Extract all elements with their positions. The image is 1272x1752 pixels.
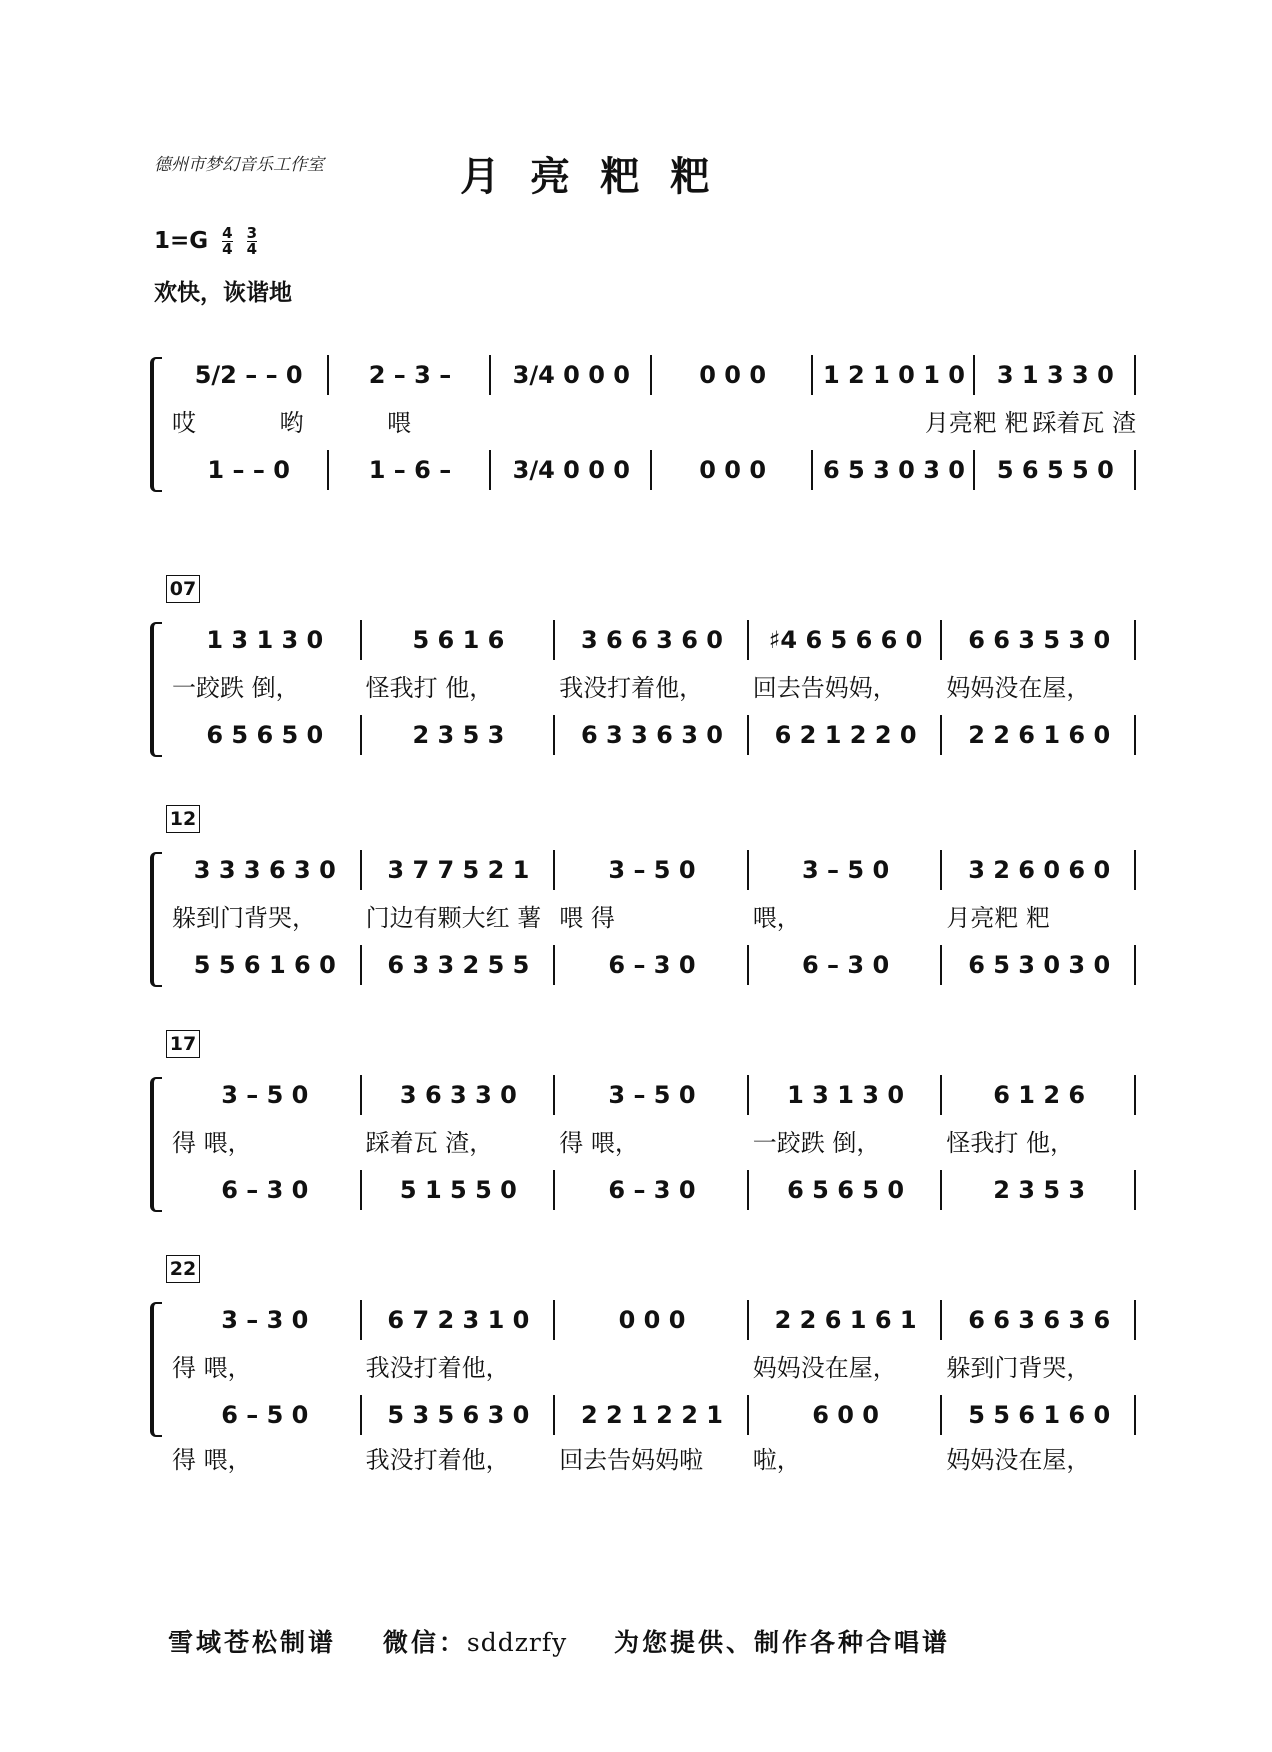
measure: 3 2 6 0 6 0 [944,850,1136,890]
measure: 3 – 5 0 [170,1075,362,1115]
measure: 3 – 5 0 [557,850,749,890]
score-system [150,1255,1138,1474]
lyric-text: 踩着瓦 渣， [365,1129,494,1157]
measure: 2 2 1 2 2 1 [557,1395,749,1435]
measure: 6 – 3 0 [557,945,749,985]
measure: 5 5 6 1 6 0 [944,1395,1136,1435]
lyric-text: 得 喂， [172,1354,252,1382]
lyric-text: 一跤跌 倒， [172,674,300,702]
lyric-text: 门边有颗大红 薯 [365,904,542,932]
time2-numerator: 3 [246,224,258,242]
upper-lyrics-row [172,898,1138,932]
lyric-text: 得 喂， [172,1129,252,1157]
system-brace [150,622,162,757]
lyric-text: 躲到门背哭， [172,904,316,932]
measure: 0 0 0 [654,450,813,490]
lyric-text: 妈妈没在屋， [946,674,1091,702]
score-system [150,355,1138,535]
score-system [150,805,1138,985]
measure: 3 6 3 3 0 [364,1075,556,1115]
measure: 6 1 2 6 [944,1075,1136,1115]
lyric-text: 我没打着他， [365,1446,510,1474]
upper-voice-row [170,1300,1138,1340]
lyric-text: 月亮粑 粑 [924,409,1029,437]
measure: 3 3 3 6 3 0 [170,850,362,890]
tempo-marking: 欢快，诙谐地 [154,280,292,306]
measure: 2 3 5 3 [364,715,556,755]
measure: 3 7 7 5 2 1 [364,850,556,890]
measure: 0 0 0 [654,355,813,395]
page-title: 月亮粑粑 [460,154,740,200]
system-brace [150,1077,162,1212]
system-number: 17 [166,1030,200,1058]
measure: 2 3 5 3 [944,1170,1136,1210]
measure: 1 3 1 3 0 [751,1075,943,1115]
measure: 6 7 2 3 1 0 [364,1300,556,1340]
measure: 3 1 3 3 0 [977,355,1136,395]
studio-name: 德州市梦幻音乐工作室 [154,155,324,175]
system-number: 07 [166,575,200,603]
lower-voice-row [170,1395,1138,1435]
lyric-text: 喂 得 [559,904,615,932]
lyric-text: 得 喂， [559,1129,639,1157]
upper-voice-row [170,850,1138,890]
measure: 6 2 1 2 2 0 [751,715,943,755]
lyric-text: 回去告妈妈， [752,674,897,702]
measure: 1 – 6 – [331,450,490,490]
measure: 5 1 5 5 0 [364,1170,556,1210]
time1-numerator: 4 [222,224,233,242]
system-brace [150,852,162,987]
key-signature [154,226,257,257]
measure: ♯4 6 5 6 6 0 [751,620,943,660]
lyric-text: 得 喂， [172,1446,252,1474]
measure: 2 2 6 1 6 1 [751,1300,943,1340]
measure: 6 6 3 6 3 6 [944,1300,1136,1340]
time2-denominator: 4 [246,240,258,258]
upper-lyrics-row [172,403,1138,437]
measure: 6 5 3 0 3 0 [944,945,1136,985]
key-label: 1=G [154,228,209,254]
measure: 5 3 5 6 3 0 [364,1395,556,1435]
measure: 3 6 6 3 6 0 [557,620,749,660]
measure: 5 5 6 1 6 0 [170,945,362,985]
time-signature-1 [222,226,232,257]
wechat-id: sddzrfy [466,1628,568,1657]
lyric-text: 躲到门背哭， [946,1354,1091,1382]
upper-lyrics-row [172,1348,1138,1382]
measure: 6 5 6 5 0 [170,715,362,755]
lyric-text: 妈妈没在屋， [946,1446,1091,1474]
lower-voice-row [170,1170,1138,1210]
lower-lyrics-row [172,1440,1138,1474]
upper-lyrics-row [172,668,1138,702]
lyric-text: 我没打着他， [559,674,704,702]
time1-denominator: 4 [222,240,233,258]
score-system [150,1030,1138,1210]
measure: 6 – 3 0 [170,1170,362,1210]
upper-voice-row [170,355,1138,395]
measure: 1 – – 0 [170,450,329,490]
upper-lyrics-row [172,1123,1138,1157]
measure: 6 5 3 0 3 0 [815,450,974,490]
time-signature-2 [247,226,257,257]
lower-voice-row [170,450,1138,490]
measure: 2 – 3 – [331,355,490,395]
lyric-text: 一跤跌 倒， [752,1129,881,1157]
measure: 6 0 0 [751,1395,943,1435]
lyric-text: 踩着瓦 渣 [1032,409,1137,437]
lyric-text: 哎 [172,409,196,437]
measure: 3/4 0 0 0 [493,355,652,395]
measure: 5 6 1 6 [364,620,556,660]
lyric-text: 怪我打 他， [946,1129,1075,1157]
lower-voice-row [170,715,1138,755]
lyric-text: 喂 [387,409,412,437]
credit-text: 雪域苍松制谱 [168,1628,337,1657]
lyric-text: 怪我打 他， [365,674,494,702]
footer-credit [168,1623,950,1659]
system-brace [150,1302,162,1437]
lyric-text: 啦， [752,1446,801,1474]
measure: 1 2 1 0 1 0 [815,355,974,395]
lyric-text: 月亮粑 粑 [946,904,1051,932]
lyric-text: 哟 [279,409,304,437]
measure: 6 – 5 0 [170,1395,362,1435]
lyric-text: 喂， [752,904,801,932]
measure: 3 – 5 0 [557,1075,749,1115]
wechat-label: 微信： [382,1628,467,1657]
lower-voice-row [170,945,1138,985]
measure: 6 – 3 0 [751,945,943,985]
service-text: 为您提供、制作各种合唱谱 [614,1628,951,1657]
measure: 6 3 3 6 3 0 [557,715,749,755]
measure: 6 6 3 5 3 0 [944,620,1136,660]
lyric-text: 我没打着他， [365,1354,510,1382]
measure: 5/2 – – 0 [170,355,329,395]
measure: 1 3 1 3 0 [170,620,362,660]
system-number: 12 [166,805,200,833]
system-number: 22 [166,1255,200,1283]
measure: 5 6 5 5 0 [977,450,1136,490]
measure: 2 2 6 1 6 0 [944,715,1136,755]
measure: 6 5 6 5 0 [751,1170,943,1210]
measure: 3/4 0 0 0 [493,450,652,490]
lyric-text: 妈妈没在屋， [752,1354,897,1382]
score-system [150,575,1138,755]
system-brace [150,357,162,492]
lyric-text: 回去告妈妈啦 [559,1446,704,1474]
measure: 0 0 0 [557,1300,749,1340]
upper-voice-row [170,620,1138,660]
upper-voice-row [170,1075,1138,1115]
measure: 6 – 3 0 [557,1170,749,1210]
measure: 6 3 3 2 5 5 [364,945,556,985]
measure: 3 – 3 0 [170,1300,362,1340]
measure: 3 – 5 0 [751,850,943,890]
